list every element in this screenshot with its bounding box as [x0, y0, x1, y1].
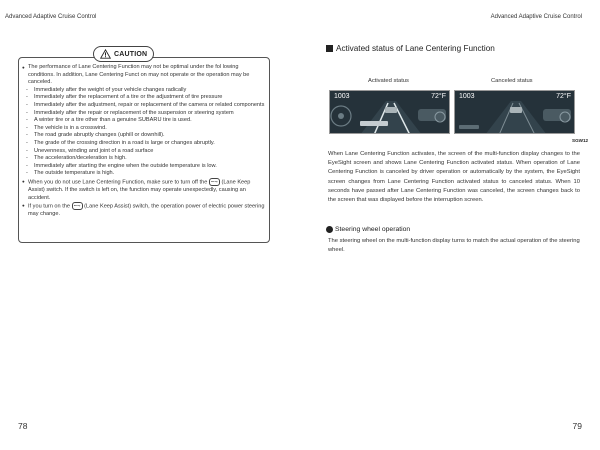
section-paragraph: When Lane Centering Function activates, the screen of the multi-function display changes to the EyeSight screen and shows Lane Centering Function activated status. When operation of Lane Centering Function is canceled by driver operation or automatically by the system, the EyeSight screen changes from Lane Centering Function activated status to canceled status. When 10 seconds have passed after Lane Centering Function was canceled, the screen changes back to the screen that was displayed before the interruption screen.: [328, 151, 580, 204]
caution-bullet: ● The performance of Lane Centering Function may not be optimal under the fol lowing conditions. In addition, Lane Centering Funct on may not operate or the operation may be canceled.: [22, 64, 266, 87]
caution-dash-item: - A winter tire or a tire other than a genuine SUBARU tire is used.: [22, 117, 266, 125]
display-screen-activated: [329, 90, 450, 134]
temperature-readout: 72°F: [556, 93, 571, 100]
caution-dash-item: - The outside temperature is high.: [22, 170, 266, 178]
running-header-left: Advanced Adaptive Cruise Control: [5, 14, 97, 20]
caution-bullet-text: (Lane Keep Assist) switch. If the switch is left on, the function may operate unexpectedly, causing an accident.: [28, 179, 251, 201]
caution-dash-item: - Immediately after the adjustment, repair or replacement of the camera or related components: [22, 102, 266, 110]
caution-dash-item: - The grade of the crossing direction in a road is large or changes abruptly.: [22, 140, 266, 148]
caution-dash-item: - Immediately after starting the engine when the outside temperature is low.: [22, 163, 266, 171]
page-number-right: 79: [572, 421, 582, 431]
subsection-paragraph: The steering wheel on the multi-function display turns to match the actual operation of the steering wheel.: [328, 238, 580, 254]
caution-dash-item: - Immediately after the weight of your vehicle changes radically: [22, 87, 266, 95]
square-bullet-icon: [326, 45, 333, 52]
lane-keep-assist-switch-icon: ↼⇁: [209, 178, 220, 186]
caution-dash-item: - Unevenness, winding and joint of a road surface: [22, 148, 266, 156]
caution-bullet: [22, 178, 266, 202]
caution-title: CAUTION: [114, 50, 148, 58]
caution-bullet-text: If you turn on the: [28, 203, 70, 210]
odometer-readout: 1003: [334, 93, 350, 100]
caution-heading: [93, 46, 154, 62]
round-bullet-icon: [326, 226, 333, 233]
subsection-title: Steering wheel operation: [335, 226, 411, 233]
display-screen-canceled: [454, 90, 575, 134]
caption-canceled: Canceled status: [491, 78, 533, 84]
section-title: Activated status of Lane Centering Function: [336, 44, 495, 53]
running-header-right: Advanced Adaptive Cruise Control: [490, 14, 582, 20]
lane-keep-assist-switch-icon: ↼⇁: [72, 202, 83, 210]
caution-dash-item: - The vehicle is in a crosswind.: [22, 125, 266, 133]
page-number-left: 78: [18, 421, 28, 431]
caution-dash-item: - The acceleration/deceleration is high.: [22, 155, 266, 163]
caution-bullet: [22, 202, 266, 219]
caution-dash-item: - Immediately after the repair or replacement of the suspension or steering system: [22, 110, 266, 118]
temperature-readout: 72°F: [431, 93, 446, 100]
image-code: SGW12: [572, 138, 589, 143]
caption-activated: Activated status: [368, 78, 409, 84]
odometer-readout: 1003: [459, 93, 475, 100]
section-heading: [326, 44, 495, 53]
caution-dash-item: - The road grade abruptly changes (uphill or downhill).: [22, 132, 266, 140]
caution-bullet-text: When you do not use Lane Centering Function, make sure to turn off the: [28, 179, 208, 186]
caution-bullet-text: (Lane Keep Assist) switch, the operation power of electric power steering may change.: [28, 203, 265, 218]
caution-dash-item: - Immediately after the replacement of a tire or the adjustment of tire pressure: [22, 94, 266, 102]
warning-triangle-icon: [100, 49, 111, 59]
subsection-heading: [326, 226, 410, 233]
caution-body: [22, 64, 266, 219]
